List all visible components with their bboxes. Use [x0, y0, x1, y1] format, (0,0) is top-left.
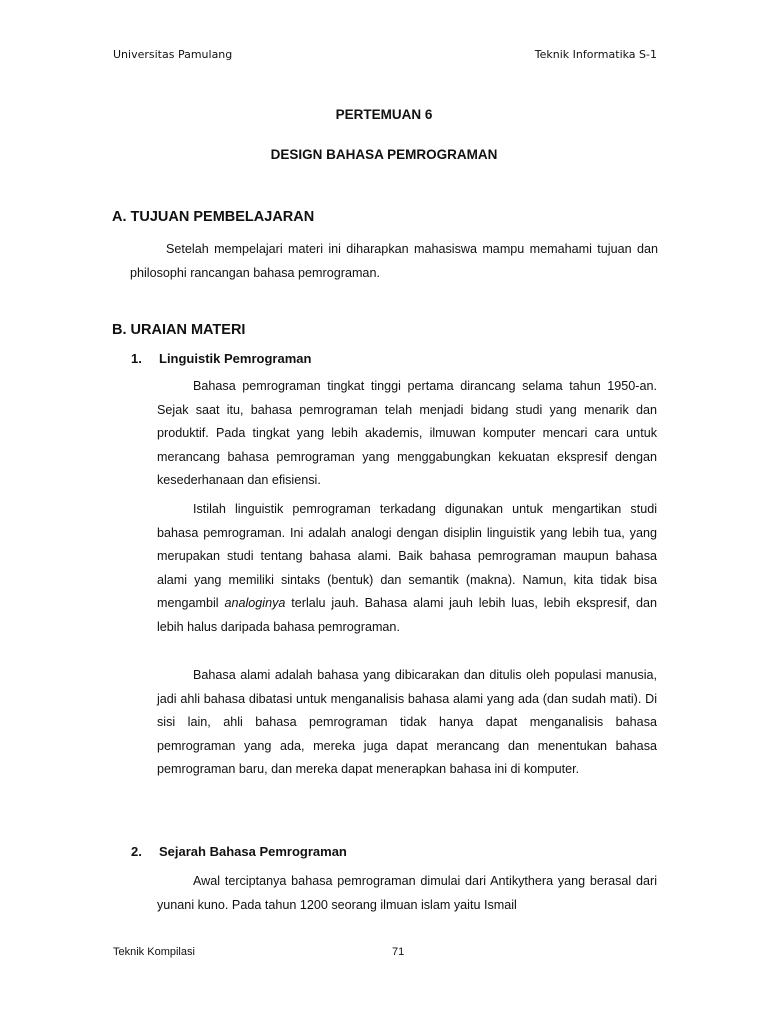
footer-course: Teknik Kompilasi	[113, 946, 195, 958]
paragraph-2-text-after: terlalu jauh. Bahasa alami jauh lebih luas, lebih ekspresif, dan lebih halus daripada bahasa pemrograman.	[157, 596, 657, 634]
paragraph-3	[157, 664, 657, 782]
paragraph-1	[157, 375, 657, 493]
header-institution: Universitas Pamulang	[113, 48, 233, 61]
meeting-title: PERTEMUAN 6	[335, 107, 433, 122]
subsection-1-title: Linguistik Pemrograman	[159, 351, 312, 366]
page-number: 71	[392, 946, 405, 958]
paragraph-4	[157, 870, 657, 917]
section-a-paragraph	[130, 238, 658, 285]
section-b-heading: B. URAIAN MATERI	[112, 322, 246, 338]
subsection-2-title: Sejarah Bahasa Pemrograman	[159, 844, 347, 859]
section-a-text: Setelah mempelajari materi ini diharapkan mahasiswa mampu memahami tujuan dan philosophi rancangan bahasa pemrograman.	[130, 242, 658, 280]
section-a-heading: A. TUJUAN PEMBELAJARAN	[112, 209, 315, 225]
paragraph-4-text: Awal terciptanya bahasa pemrograman dimulai dari Antikythera yang berasal dari yunani kuno. Pada tahun 1200 seorang ilmuan islam yaitu Ismail	[157, 874, 657, 912]
subsection-2-number: 2.	[131, 844, 142, 859]
paragraph-2-text-before: Istilah linguistik pemrograman terkadang digunakan untuk mengartikan studi bahasa pemrograman. Ini adalah analogi dengan disiplin linguistik yang lebih tua, yang merupakan studi tentang bahasa alami. Baik bahasa pemrograman maupun bahasa alami yang memiliki sintaks (bentuk) dan semantik (makna). Namun, kita tidak bisa mengambil	[157, 502, 657, 611]
header-program: Teknik Informatika S-1	[534, 48, 657, 61]
paragraph-2-emphasis: analoginya	[224, 596, 286, 611]
paragraph-3-text: Bahasa alami adalah bahasa yang dibicarakan dan ditulis oleh populasi manusia, jadi ahli bahasa dibatasi untuk menganalisis bahasa alami yang ada (dan sudah mati). Di sisi lain, ahli bahasa pemrograman tidak hanya dapat menganalisis bahasa pemrograman yang ada, mereka juga dapat merancang dan menentukan bahasa pemrograman baru, dan mereka dapat menerapkan bahasa ini di komputer.	[157, 668, 657, 777]
chapter-title: DESIGN BAHASA PEMROGRAMAN	[270, 147, 498, 162]
subsection-1-number: 1.	[131, 351, 142, 366]
paragraph-2	[157, 498, 657, 640]
paragraph-1-text: Bahasa pemrograman tingkat tinggi pertama dirancang selama tahun 1950-an. Sejak saat itu, bahasa pemrograman telah menjadi bidang studi yang menarik dan produktif. Pada tingkat yang lebih akademis, ilmuwan komputer mencari cara untuk merancang bahasa pemrograman yang menggabungkan kekuatan ekspresif dengan kesederhanaan dan efisiensi.	[157, 379, 657, 488]
